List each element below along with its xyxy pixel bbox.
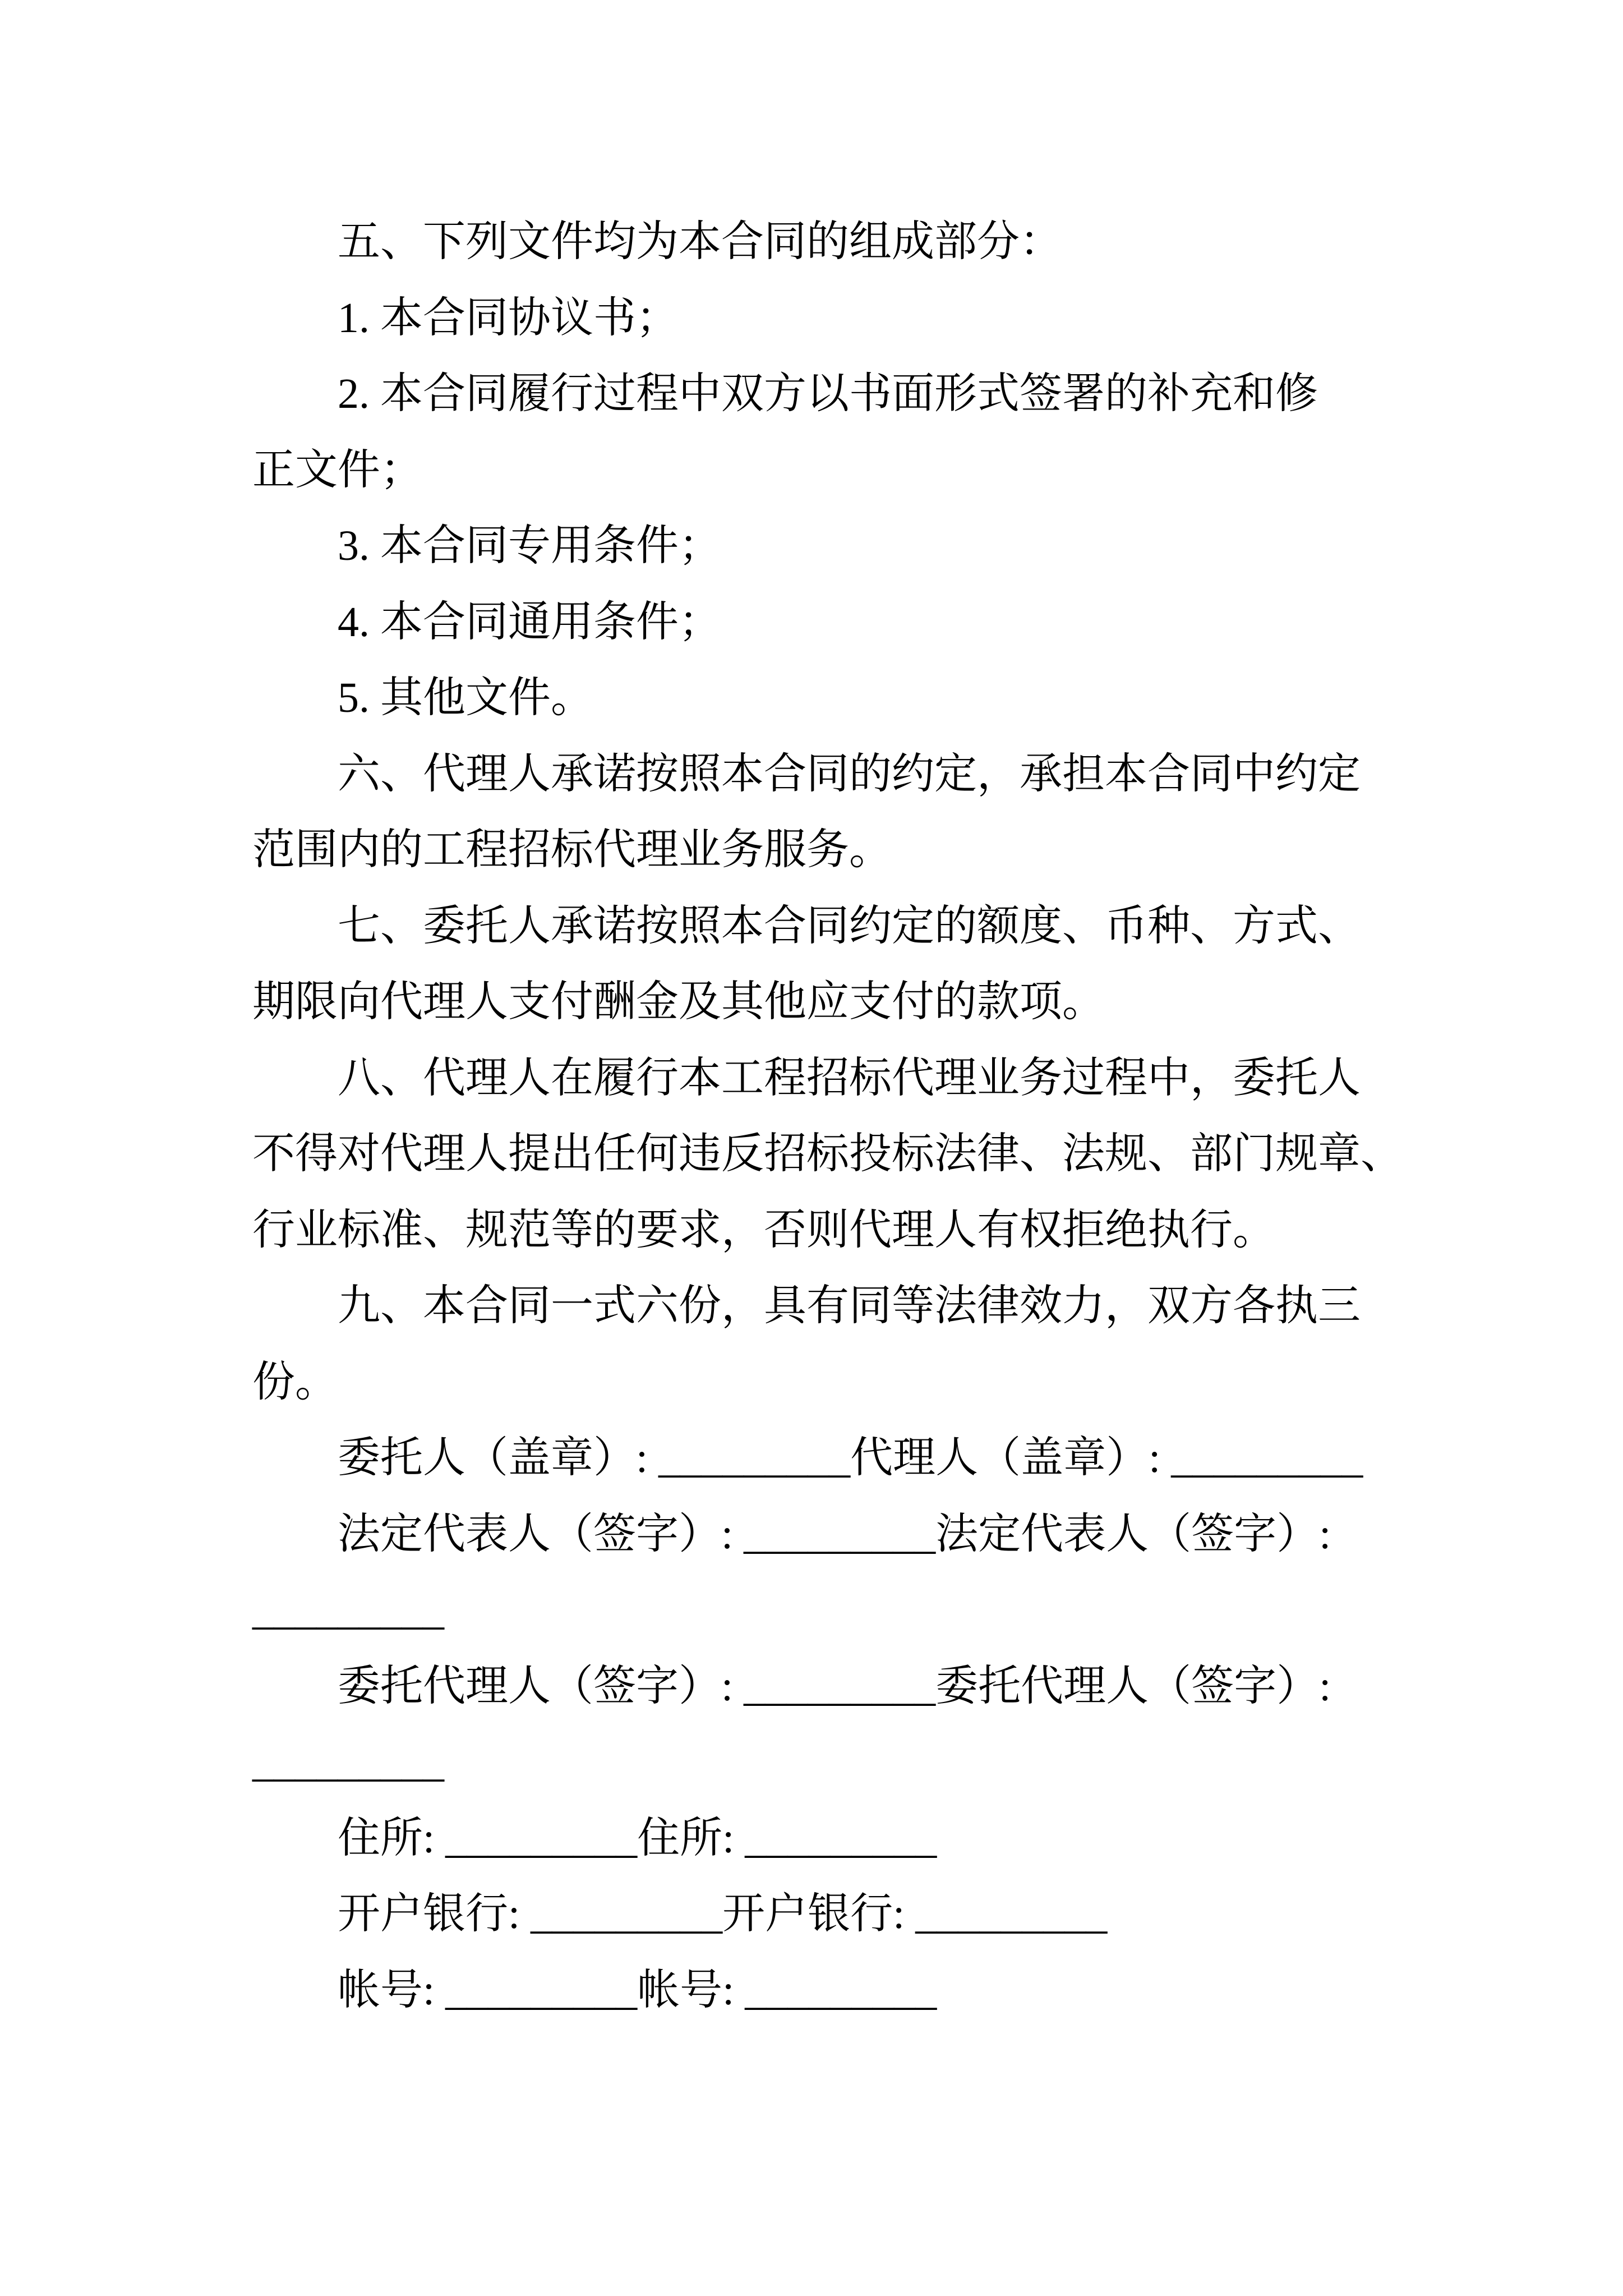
bank-line: 开户银行: _________开户银行: _________ (338, 1890, 1108, 1938)
legal-representative-blank: _________ (252, 1586, 444, 1634)
contract-body-text (252, 204, 1403, 2028)
clause-8: 八、代理人在履行本工程招标代理业务过程中，委托人 (338, 1054, 1361, 1102)
signature-seal-line: 委托人（盖章）: _________代理人（盖章）: _________ (338, 1434, 1363, 1481)
clause-9: 九、本合同一式六份，具有同等法律效力，双方各执三 (338, 1282, 1361, 1329)
clause-5-item-1: 1. 本合同协议书； (338, 294, 679, 342)
clause-6: 六、代理人承诺按照本合同的约定，承担本合同中约定 (338, 750, 1361, 798)
clause-8-cont-1: 不得对代理人提出任何违反招标投标法律、法规、部门规章、 (252, 1130, 1403, 1177)
clause-5-item-4: 4. 本合同通用条件； (338, 598, 721, 646)
account-number-line: 帐号: _________帐号: _________ (338, 1966, 937, 2014)
legal-representative-line: 法定代表人（签字）: _________法定代表人（签字）: (338, 1510, 1331, 1558)
entrusted-agent-line: 委托代理人（签字）: _________委托代理人（签字）: (338, 1662, 1331, 1710)
clause-5-item-5: 5. 其他文件。 (338, 674, 593, 721)
clause-5-item-2-cont: 正文件； (252, 446, 423, 494)
clause-7: 七、委托人承诺按照本合同约定的额度、币种、方式、 (338, 902, 1361, 950)
clause-7-cont: 期限向代理人支付酬金及其他应支付的款项。 (252, 978, 1105, 1025)
clause-9-cont: 份。 (252, 1358, 338, 1406)
clause-5-heading: 五、下列文件均为本合同的组成部分： (338, 218, 1062, 265)
clause-8-cont-2: 行业标准、规范等的要求，否则代理人有权拒绝执行。 (252, 1206, 1275, 1254)
clause-5-item-2: 2. 本合同履行过程中双方以书面形式签署的补充和修 (338, 370, 1318, 417)
entrusted-agent-blank: _________ (252, 1738, 444, 1786)
clause-5-item-3: 3. 本合同专用条件； (338, 522, 721, 569)
clause-6-cont: 范围内的工程招标代理业务服务。 (252, 826, 892, 873)
address-line: 住所: _________住所: _________ (338, 1814, 937, 1862)
